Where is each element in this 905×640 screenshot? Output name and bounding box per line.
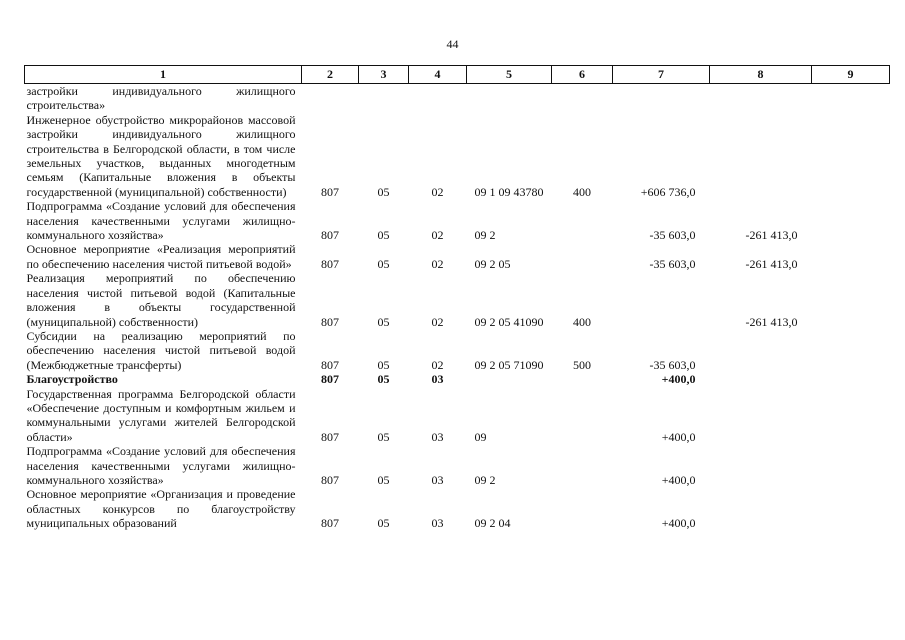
column-header: 8 bbox=[710, 66, 812, 84]
admin-code-cell: 807 bbox=[321, 516, 339, 531]
expense-type-cell: 500 bbox=[573, 357, 591, 372]
amount-year2-cell bbox=[710, 372, 812, 386]
target-article-cell: 09 1 09 43780 bbox=[474, 184, 544, 199]
subsection-cell: 02 bbox=[431, 357, 444, 372]
table-row bbox=[25, 329, 890, 372]
expense-type-cell bbox=[552, 444, 613, 487]
column-header: 9 bbox=[812, 66, 890, 84]
amount-year3-cell bbox=[812, 387, 890, 445]
amount-year2-cell bbox=[710, 387, 812, 445]
amount-year2-cell bbox=[710, 487, 812, 530]
admin-code-cell: 807 bbox=[321, 357, 339, 372]
admin-code-cell: 807 bbox=[321, 314, 339, 329]
admin-code-cell: 807 bbox=[321, 256, 339, 271]
amount-year1-cell: -35 603,0 bbox=[649, 256, 696, 271]
expense-type-cell bbox=[552, 84, 613, 113]
admin-code-cell: 807 bbox=[321, 472, 339, 487]
subsection-cell: 03 bbox=[431, 372, 444, 387]
amount-year1-cell: +606 736,0 bbox=[640, 184, 696, 199]
section-cell: 05 bbox=[377, 184, 390, 199]
column-header: 3 bbox=[359, 66, 409, 84]
row-name-cell: Основное мероприятие «Организация и проведение областных конкурсов по благоустройству муниципальных образований bbox=[26, 487, 296, 531]
budget-table bbox=[24, 65, 890, 531]
subsection-cell: 02 bbox=[431, 314, 444, 329]
admin-code-cell: 807 bbox=[321, 372, 339, 387]
target-article-cell bbox=[467, 84, 552, 113]
amount-year1-cell: +400,0 bbox=[661, 372, 696, 387]
target-article-cell: 09 2 05 41090 bbox=[474, 314, 544, 329]
amount-year2-cell: -261 413,0 bbox=[745, 256, 798, 271]
column-header: 4 bbox=[409, 66, 467, 84]
section-cell: 05 bbox=[377, 256, 390, 271]
amount-year1-cell bbox=[613, 271, 710, 329]
subsection-cell: 03 bbox=[431, 472, 444, 487]
amount-year2-cell bbox=[710, 329, 812, 372]
row-name-cell: Благоустройство bbox=[26, 372, 118, 387]
row-name-cell: Реализация мероприятий по обеспечению населения чистой питьевой водой (Капитальные вложения в объекты государственной (муниципальной) собственности) bbox=[26, 271, 296, 329]
table-header-row bbox=[25, 66, 890, 84]
target-article-cell: 09 2 04 bbox=[474, 516, 511, 531]
amount-year2-cell bbox=[710, 84, 812, 113]
target-article-cell bbox=[467, 372, 552, 386]
subsection-cell: 03 bbox=[431, 516, 444, 531]
column-header: 5 bbox=[467, 66, 552, 84]
amount-year3-cell bbox=[812, 372, 890, 386]
row-name-cell: Подпрограмма «Создание условий для обеспечения населения качественными услугами жилищно-коммунального хозяйства» bbox=[26, 199, 296, 243]
expense-type-cell bbox=[552, 199, 613, 242]
admin-code-cell bbox=[302, 84, 359, 113]
row-name-cell: Государственная программа Белгородской области «Обеспечение доступным и комфортным жильем и коммунальными услугами жителей Белгородской области» bbox=[26, 386, 296, 444]
target-article-cell: 09 2 05 bbox=[474, 256, 511, 271]
table-body bbox=[25, 84, 890, 531]
admin-code-cell: 807 bbox=[321, 228, 339, 243]
section-cell: 05 bbox=[377, 516, 390, 531]
amount-year3-cell bbox=[812, 271, 890, 329]
subsection-cell: 02 bbox=[431, 256, 444, 271]
target-article-cell: 09 bbox=[474, 429, 487, 444]
expense-type-cell: 400 bbox=[573, 314, 591, 329]
page-number: 44 bbox=[446, 37, 459, 51]
section-cell bbox=[359, 84, 409, 113]
row-name-cell: Основное мероприятие «Реализация мероприятий по обеспечению населения чистой питьевой водой» bbox=[26, 242, 296, 271]
subsection-cell: 02 bbox=[431, 184, 444, 199]
row-name-cell: Подпрограмма «Создание условий для обеспечения населения качественными услугами жилищно-коммунального хозяйства» bbox=[26, 444, 296, 487]
table-row bbox=[25, 84, 890, 113]
column-header: 6 bbox=[552, 66, 613, 84]
expense-type-cell bbox=[552, 242, 613, 271]
column-header: 1 bbox=[25, 66, 302, 84]
expense-type-cell bbox=[552, 487, 613, 530]
amount-year1-cell: +400,0 bbox=[661, 516, 696, 531]
expense-type-cell bbox=[552, 372, 613, 386]
expense-type-cell: 400 bbox=[573, 184, 591, 199]
table-row bbox=[25, 372, 890, 386]
amount-year3-cell bbox=[812, 329, 890, 372]
amount-year2-cell: -261 413,0 bbox=[745, 314, 798, 329]
expense-type-cell bbox=[552, 387, 613, 445]
amount-year1-cell: +400,0 bbox=[661, 429, 696, 444]
table-row bbox=[25, 113, 890, 199]
table-row bbox=[25, 271, 890, 329]
admin-code-cell: 807 bbox=[321, 184, 339, 199]
table-row bbox=[25, 487, 890, 530]
amount-year2-cell bbox=[710, 444, 812, 487]
subsection-cell: 03 bbox=[431, 429, 444, 444]
target-article-cell: 09 2 05 71090 bbox=[474, 357, 544, 372]
section-cell: 05 bbox=[377, 357, 390, 372]
subsection-cell bbox=[409, 84, 467, 113]
section-cell: 05 bbox=[377, 314, 390, 329]
amount-year2-cell: -261 413,0 bbox=[745, 228, 798, 243]
section-cell: 05 bbox=[377, 429, 390, 444]
amount-year1-cell bbox=[613, 84, 710, 113]
column-header: 2 bbox=[302, 66, 359, 84]
amount-year1-cell: -35 603,0 bbox=[649, 228, 696, 243]
row-name-cell: Инженерное обустройство микрорайонов массовой застройки индивидуального жилищного строительства в Белгородской области, в том числе земельных участков, выданных многодетным семьям (Капитальные вложения в объекты государственной (муниципальной) собственности) bbox=[26, 112, 296, 199]
section-cell: 05 bbox=[377, 472, 390, 487]
subsection-cell: 02 bbox=[431, 228, 444, 243]
amount-year3-cell bbox=[812, 84, 890, 113]
row-name-cell: застройки индивидуального жилищного строительства» bbox=[26, 84, 296, 113]
admin-code-cell: 807 bbox=[321, 429, 339, 444]
table-row bbox=[25, 199, 890, 242]
amount-year2-cell bbox=[710, 113, 812, 199]
row-name-cell: Субсидии на реализацию мероприятий по обеспечению населения чистой питьевой водой (Межбюджетные трансферты) bbox=[26, 328, 296, 372]
table-row bbox=[25, 242, 890, 271]
table-row bbox=[25, 444, 890, 487]
target-article-cell: 09 2 bbox=[474, 472, 496, 487]
column-header: 7 bbox=[613, 66, 710, 84]
amount-year3-cell bbox=[812, 199, 890, 242]
table-row bbox=[25, 387, 890, 445]
amount-year3-cell bbox=[812, 444, 890, 487]
section-cell: 05 bbox=[377, 372, 390, 387]
amount-year1-cell: +400,0 bbox=[661, 472, 696, 487]
amount-year3-cell bbox=[812, 487, 890, 530]
target-article-cell: 09 2 bbox=[474, 228, 496, 243]
amount-year1-cell: -35 603,0 bbox=[649, 357, 696, 372]
amount-year3-cell bbox=[812, 242, 890, 271]
amount-year3-cell bbox=[812, 113, 890, 199]
section-cell: 05 bbox=[377, 228, 390, 243]
